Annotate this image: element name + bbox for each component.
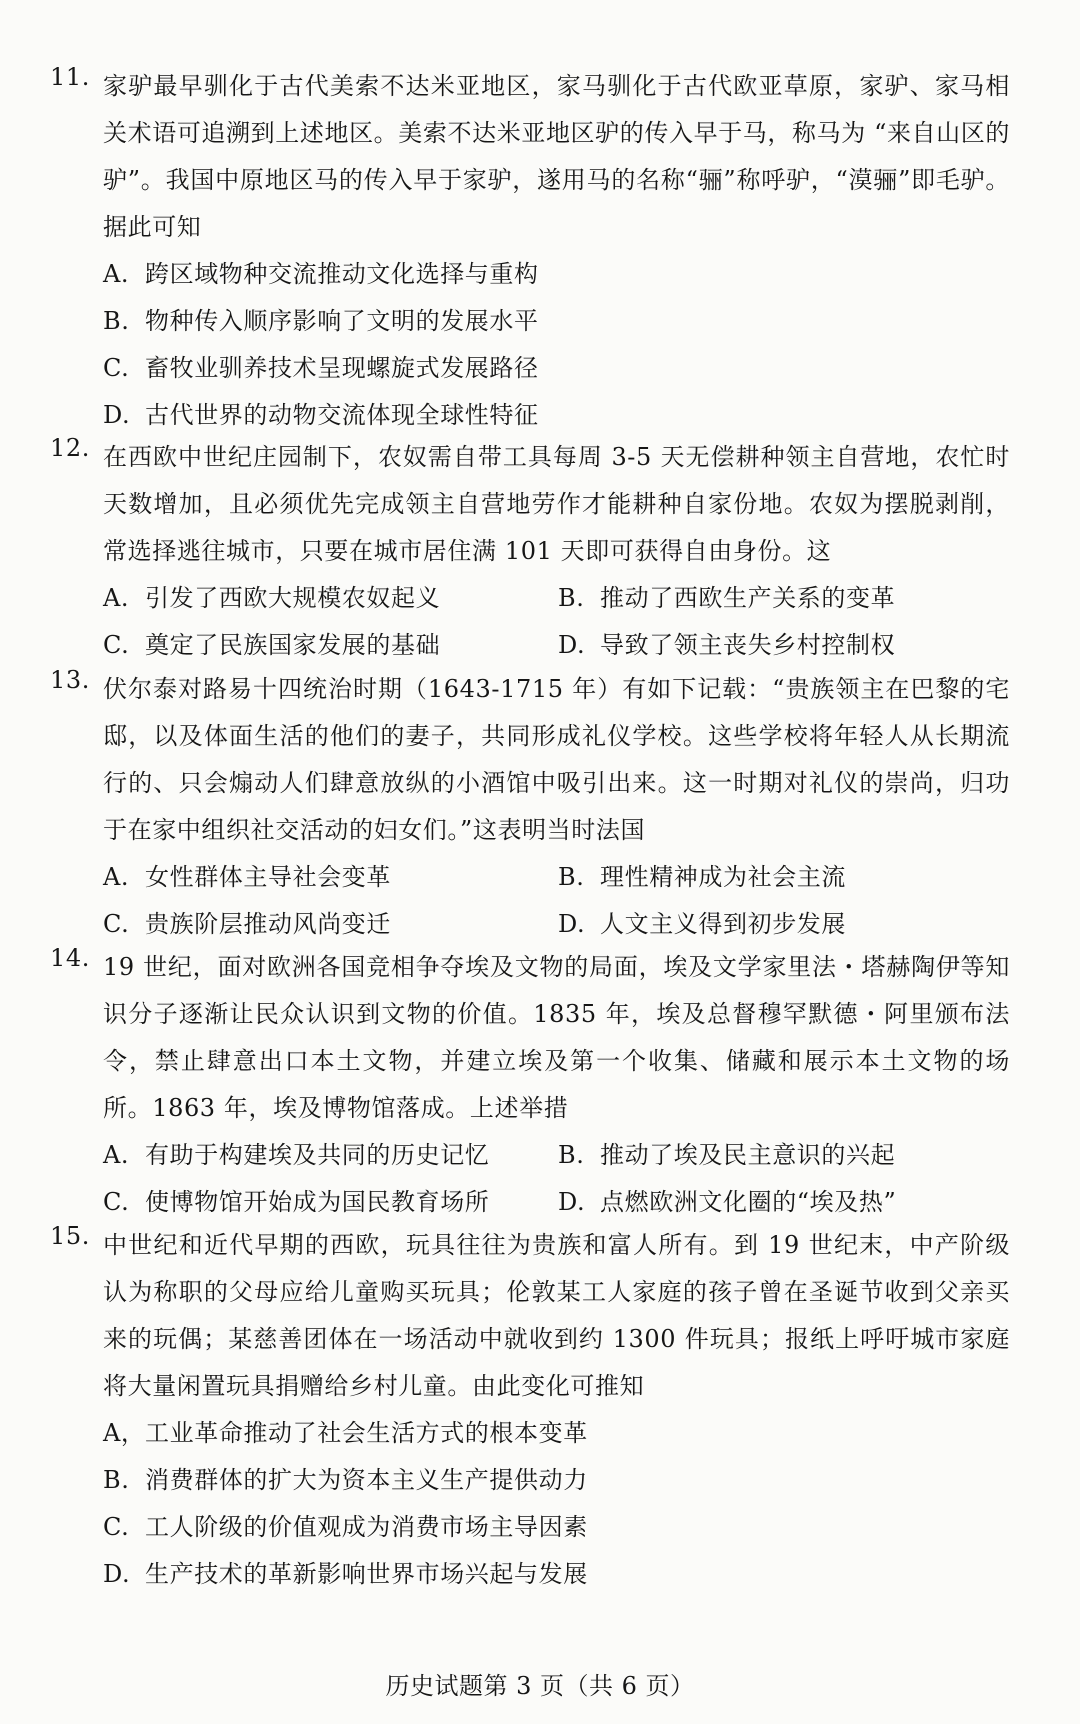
question-14 (50, 944, 1010, 1226)
option-b: B. 推动了西欧生产关系的变革 (558, 584, 896, 612)
question-number: 11. (50, 63, 90, 91)
option-a: A. 女性群体主导社会变革 (103, 863, 391, 891)
options (103, 251, 1010, 439)
question-stem: 在西欧中世纪庄园制下，农奴需自带工具每周 3-5 天无偿耕种领主自营地，农忙时天数增加，且必须优先完成领主自营地劳作才能耕种自家份地。农奴为摆脱剥削，常选择逃往城市，只要在城市居住满 101 天即可获得自由身份。这 (103, 443, 1010, 565)
option-a: A. 跨区域物种交流推动文化选择与重构 (103, 260, 539, 288)
option-a: A，工业革命推动了社会生活方式的根本变革 (103, 1419, 588, 1447)
page-footer: 历史试题第 3 页（共 6 页） (385, 1672, 695, 1700)
option-c: C. 工人阶级的价值观成为消费市场主导因素 (103, 1513, 588, 1541)
options (103, 1132, 1010, 1226)
option-c: C. 奠定了民族国家发展的基础 (103, 631, 441, 659)
option-b: B. 物种传入顺序影响了文明的发展水平 (103, 307, 539, 335)
option-c: C. 畜牧业驯养技术呈现螺旋式发展路径 (103, 354, 539, 382)
option-a: A. 引发了西欧大规模农奴起义 (103, 584, 441, 612)
question-number: 15. (50, 1222, 90, 1250)
question-13 (50, 666, 1010, 948)
question-number: 12. (50, 434, 90, 462)
question-stem: 中世纪和近代早期的西欧，玩具往往为贵族和富人所有。到 19 世纪末，中产阶级认为称职的父母应给儿童购买玩具；伦敦某工人家庭的孩子曾在圣诞节收到父亲买来的玩偶；某慈善团体在一场活动中就收到约 1300 件玩具；报纸上呼吁城市家庭将大量闲置玩具捐赠给乡村儿童。由此变化可推知 (103, 1231, 1010, 1400)
question-number: 14. (50, 944, 90, 972)
option-b: B. 推动了埃及民主意识的兴起 (558, 1141, 896, 1169)
question-stem: 伏尔泰对路易十四统治时期（1643-1715 年）有如下记载：“贵族领主在巴黎的宅邸，以及体面生活的他们的妻子，共同形成礼仪学校。这些学校将年轻人从长期流行的、只会煽动人们肆意放纵的小酒馆中吸引出来。这一时期对礼仪的崇尚，归功于在家中组织社交活动的妇女们。”这表明当时法国 (103, 675, 1010, 844)
option-b: B. 理性精神成为社会主流 (558, 863, 846, 891)
question-stem: 家驴最早驯化于古代美索不达米亚地区，家马驯化于古代欧亚草原，家驴、家马相关术语可追溯到上述地区。美索不达米亚地区驴的传入早于马，称马为 “来自山区的驴”。我国中原地区马的传入早于家驴，遂用马的名称“骊”称呼驴，“漠骊”即毛驴。据此可知 (103, 72, 1010, 241)
question-12 (50, 434, 1010, 669)
option-a: A. 有助于构建埃及共同的历史记忆 (103, 1141, 490, 1169)
option-d: D. 导致了领主丧失乡村控制权 (558, 631, 896, 659)
option-d: D. 生产技术的革新影响世界市场兴起与发展 (103, 1560, 588, 1588)
question-15 (50, 1222, 1010, 1598)
options (103, 1410, 1010, 1598)
option-b: B. 消费群体的扩大为资本主义生产提供动力 (103, 1466, 588, 1494)
question-stem: 19 世纪，面对欧洲各国竞相争夺埃及文物的局面，埃及文学家里法・塔赫陶伊等知识分子逐渐让民众认识到文物的价值。1835 年，埃及总督穆罕默德・阿里颁布法令，禁止肆意出口本土文物，并建立埃及第一个收集、储藏和展示本土文物的场所。1863 年，埃及博物馆落成。上述举措 (103, 953, 1010, 1122)
question-number: 13. (50, 666, 90, 694)
option-c: C. 使博物馆开始成为国民教育场所 (103, 1188, 490, 1216)
options (103, 854, 1010, 948)
option-d: D. 古代世界的动物交流体现全球性特征 (103, 401, 539, 429)
option-d: D. 点燃欧洲文化圈的“埃及热” (558, 1188, 897, 1216)
option-d: D. 人文主义得到初步发展 (558, 910, 846, 938)
option-c: C. 贵族阶层推动风尚变迁 (103, 910, 391, 938)
options (103, 575, 1010, 669)
question-11 (50, 63, 1010, 439)
